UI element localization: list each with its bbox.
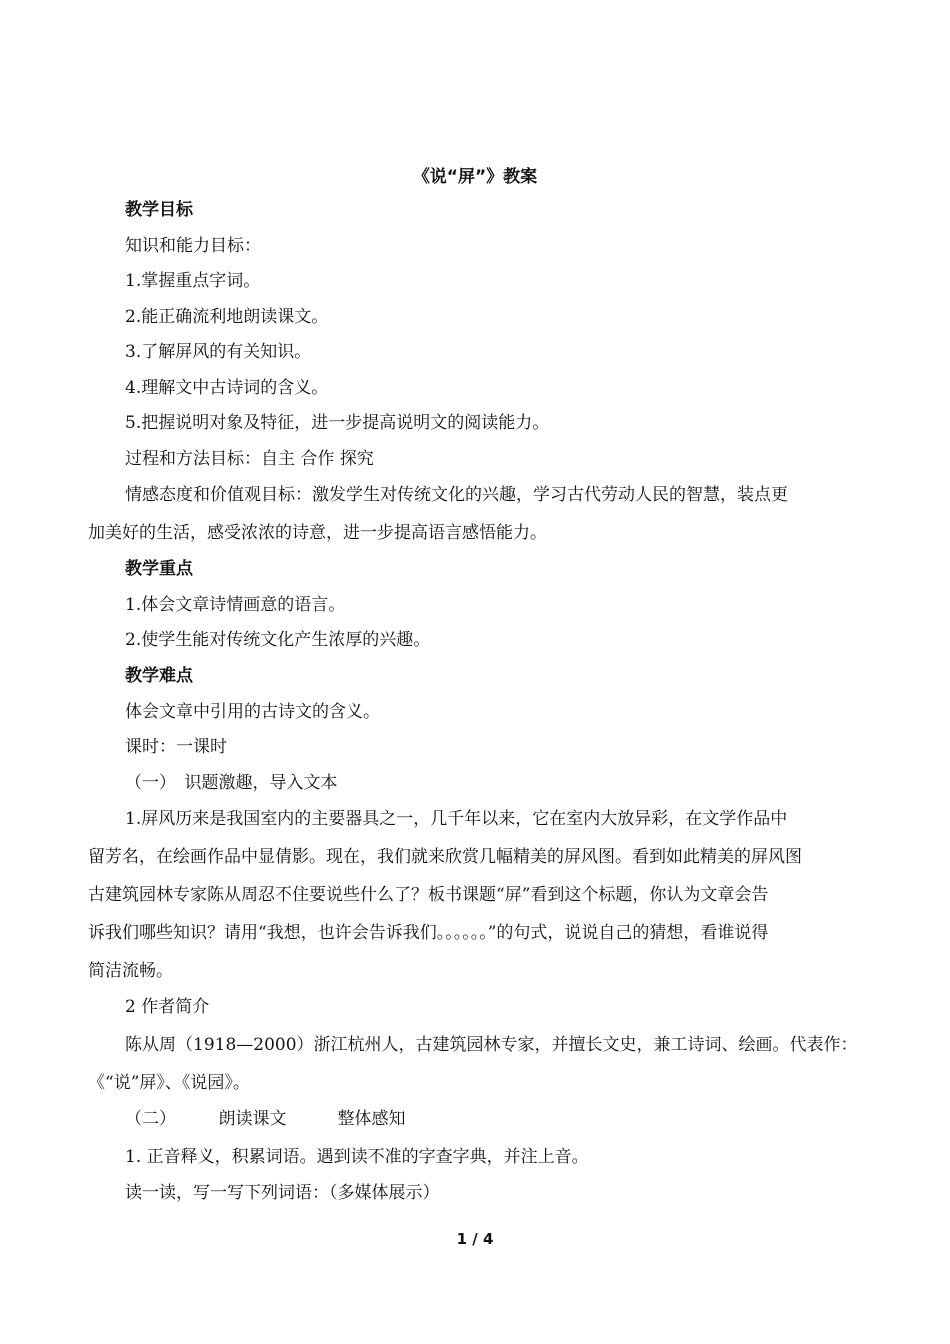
- page-number: 1 / 4: [456, 1230, 494, 1248]
- part1-paragraph-line: 留芳名，在绘画作品中显倩影。现在，我们就来欣赏几幅精美的屏风图。看到如此精美的屏风图: [88, 847, 802, 867]
- author-line: 陈从周（1918—2000）浙江杭州人，古建筑园林专家，并擅长文史，兼工诗词、绘画。代表作：: [125, 1035, 858, 1055]
- difficulty-heading: 教学难点: [125, 666, 193, 686]
- goals-heading: 教学目标: [125, 200, 193, 220]
- key-heading: 教学重点: [125, 559, 193, 579]
- document-title: 《说“屏”》教案: [412, 167, 538, 187]
- part2-line: 1. 正音释义，积累词语。遇到读不准的字查字典，并注上音。: [125, 1147, 589, 1167]
- period-text: 课时：一课时: [125, 737, 227, 757]
- emotion-goal-line: 加美好的生活，感受浓浓的诗意，进一步提高语言感悟能力。: [88, 523, 547, 543]
- process-goal: 过程和方法目标：自主 合作 探究: [125, 449, 374, 469]
- part1-paragraph-line: 诉我们哪些知识？请用“我想，也许会告诉我们。。。。。。”的句式，说说自己的猜想，看谁说得: [88, 923, 769, 943]
- part1-paragraph-line: 简洁流畅。: [88, 961, 173, 981]
- goal-item: 4.理解文中古诗词的含义。: [125, 378, 329, 398]
- knowledge-label: 知识和能力目标：: [125, 236, 261, 256]
- part2-line: 读一读，写一写下列词语：（多媒体展示）: [125, 1183, 440, 1203]
- part1-paragraph-line: 1.屏风历来是我国室内的主要器具之一，几千年以来，它在室内大放异彩，在文学作品中: [125, 809, 788, 829]
- part1-heading: （一） 识题激趣，导入文本: [125, 773, 338, 793]
- author-line: 《“说”屏》、《说园》。: [88, 1073, 250, 1093]
- difficulty-item: 体会文章中引用的古诗文的含义。: [125, 702, 380, 722]
- key-item: 1.体会文章诗情画意的语言。: [125, 595, 346, 615]
- goal-item: 2.能正确流利地朗读课文。: [125, 307, 329, 327]
- part2-heading: （二） 朗读课文 整体感知: [125, 1109, 406, 1129]
- part1-paragraph-line: 古建筑园林专家陈从周忍不住要说些什么了？板书课题“屏”看到这个标题，你认为文章会告: [88, 885, 769, 905]
- emotion-goal-line: 情感态度和价值观目标：激发学生对传统文化的兴趣，学习古代劳动人民的智慧，装点更: [125, 485, 788, 505]
- goal-item: 3.了解屏风的有关知识。: [125, 342, 312, 362]
- goal-item: 5.把握说明对象及特征，进一步提高说明文的阅读能力。: [125, 413, 550, 433]
- goal-item: 1.掌握重点字词。: [125, 271, 261, 291]
- author-heading: 2 作者简介: [125, 997, 210, 1017]
- key-item: 2.使学生能对传统文化产生浓厚的兴趣。: [125, 630, 431, 650]
